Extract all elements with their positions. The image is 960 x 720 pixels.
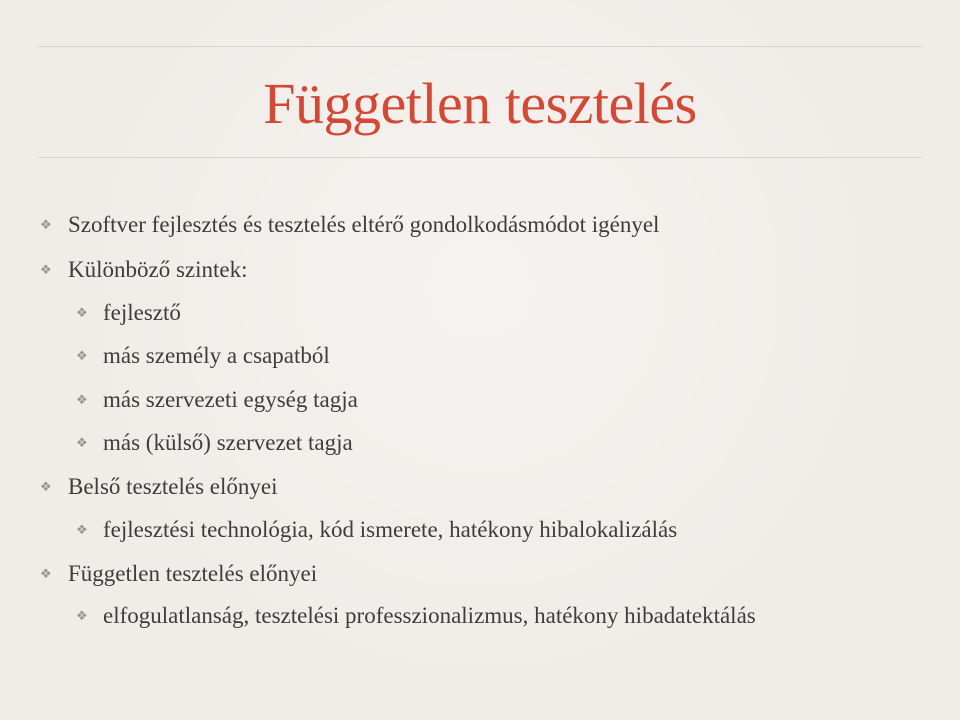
- bullet-diamond-icon: ❖: [76, 305, 88, 320]
- bullet-item: [40, 472, 278, 502]
- bullet-text: Független tesztelés előnyei: [68, 561, 318, 586]
- bullet-text: Belső tesztelés előnyei: [68, 474, 278, 499]
- bullet-diamond-icon: ❖: [76, 608, 88, 623]
- bullet-text: Szoftver fejlesztés és tesztelés eltérő gondolkodásmódot igényel: [68, 212, 660, 237]
- bullet-text: elfogulatlanság, tesztelési professzionalizmus, hatékony hibadatektálás: [103, 603, 756, 628]
- bullet-text: fejlesztő: [103, 300, 181, 325]
- sub-bullet-item: [76, 601, 756, 631]
- bullet-text: más (külső) szervezet tagja: [103, 430, 353, 455]
- bullet-diamond-icon: ❖: [76, 435, 88, 450]
- bullet-text: más szervezeti egység tagja: [103, 387, 358, 412]
- bullet-diamond-icon: ❖: [40, 217, 52, 232]
- bullet-diamond-icon: ❖: [40, 566, 52, 581]
- bullet-diamond-icon: ❖: [76, 348, 88, 363]
- slide-title: Független tesztelés: [263, 71, 697, 136]
- sub-bullet-item: [76, 385, 358, 415]
- sub-bullet-item: [76, 515, 678, 545]
- bullet-diamond-icon: ❖: [40, 479, 52, 494]
- bullet-text: Különböző szintek:: [68, 257, 248, 282]
- bullet-diamond-icon: ❖: [76, 392, 88, 407]
- bullet-diamond-icon: ❖: [40, 262, 52, 277]
- sub-bullet-item: [76, 428, 353, 458]
- bullet-text: más személy a csapatból: [103, 343, 330, 368]
- bullet-item: [40, 210, 660, 240]
- bullet-item: [40, 559, 318, 589]
- bullet-text: fejlesztési technológia, kód ismerete, hatékony hibalokalizálás: [103, 517, 678, 542]
- bullet-item: [40, 255, 248, 285]
- sub-bullet-item: [76, 298, 181, 328]
- bullet-diamond-icon: ❖: [76, 522, 88, 537]
- sub-bullet-item: [76, 341, 330, 371]
